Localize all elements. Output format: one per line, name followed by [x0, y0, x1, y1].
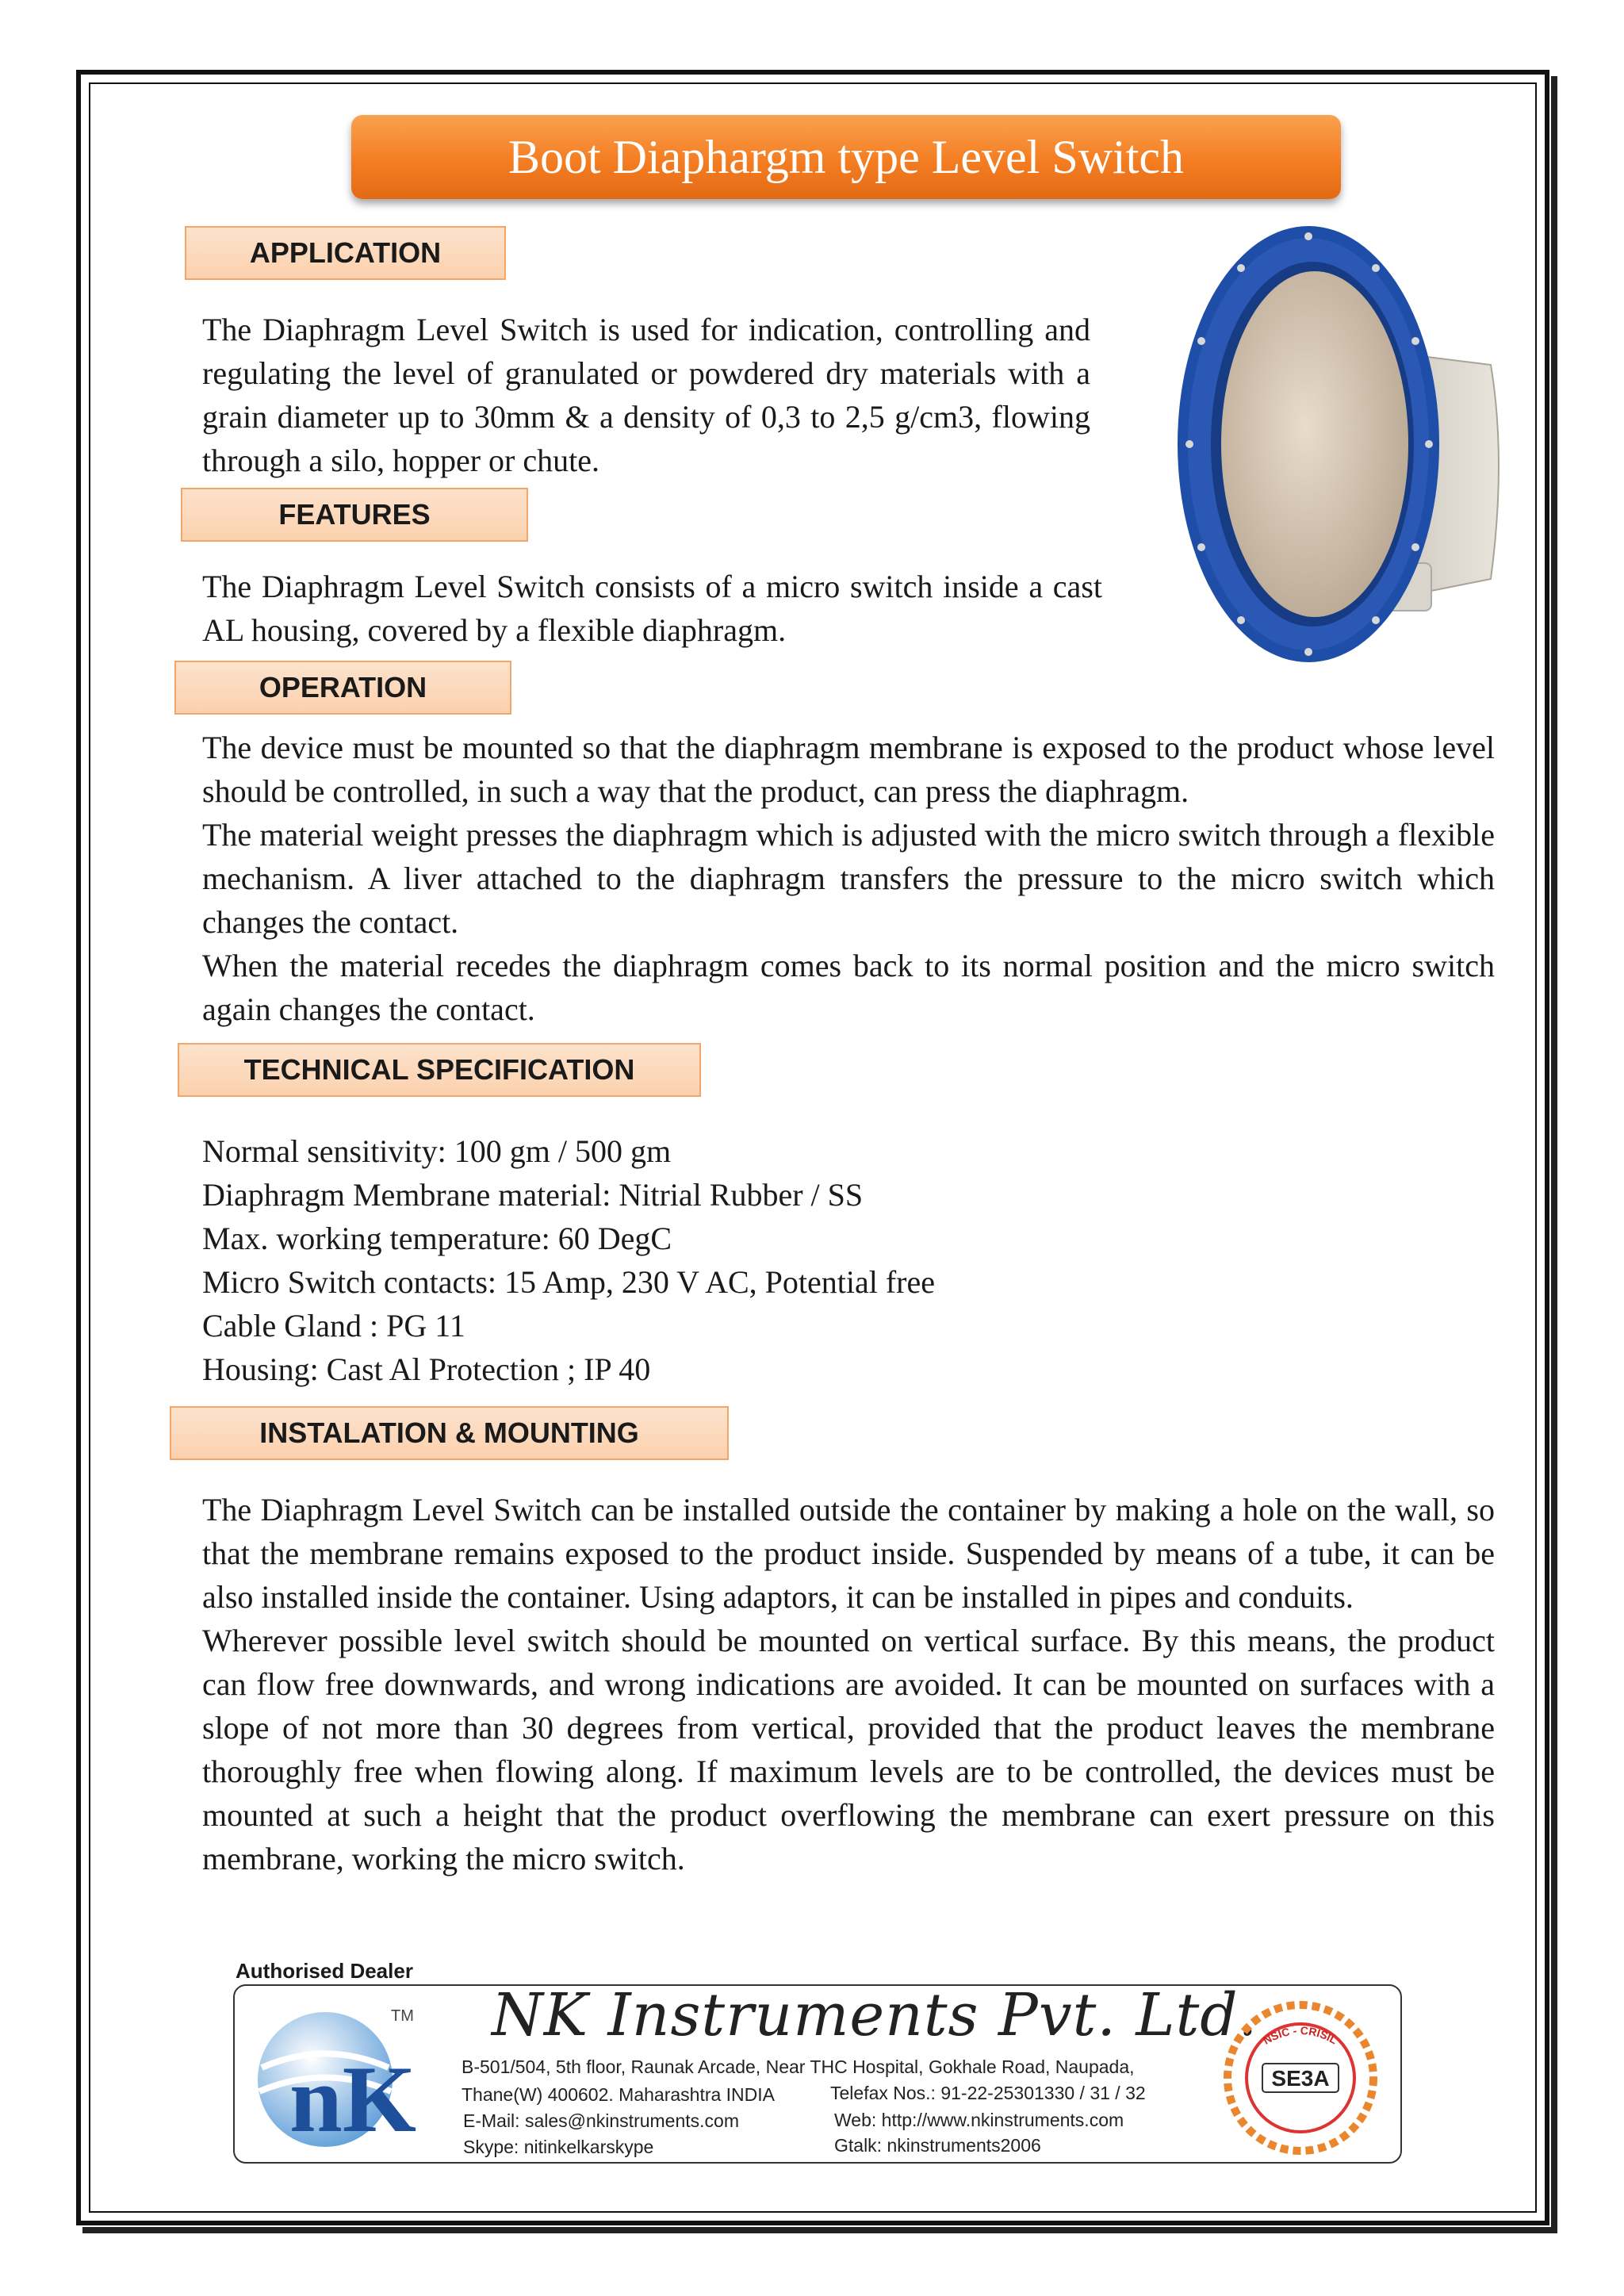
spec-item-membrane: Diaphragm Membrane material: Nitrial Rubber / SS	[202, 1177, 864, 1213]
address-line-1: B-501/504, 5th floor, Raunak Arcade, Near THC Hospital, Gokhale Road, Naupada,	[462, 2056, 1135, 2077]
spec-item-cable-gland: Cable Gland : PG 11	[202, 1308, 465, 1343]
spec-item-temperature: Max. working temperature: 60 DegC	[202, 1221, 672, 1256]
spec-item-contacts: Micro Switch contacts: 15 Amp, 230 V AC, Potential free	[202, 1264, 935, 1300]
section-label-installation: INSTALATION & MOUNTING	[170, 1406, 729, 1460]
svg-text:SE3A: SE3A	[1271, 2066, 1330, 2091]
address-line-2: Thane(W) 400602. Maharashtra INDIA	[462, 2084, 776, 2105]
spec-item-sensitivity: Normal sensitivity: 100 gm / 500 gm	[202, 1133, 672, 1169]
page-shadow-bottom	[82, 2227, 1557, 2233]
section-label-operation: OPERATION	[174, 661, 511, 715]
features-text: The Diaphragm Level Switch consists of a micro switch inside a cast AL housing, covered by a flexible diaphragm.	[202, 569, 1102, 648]
page-title: Boot Diaphargm type Level Switch	[351, 115, 1341, 199]
spec-list	[202, 1129, 935, 1391]
nsic-crisil-seal-icon	[1221, 1999, 1380, 2157]
email-text: E-Mail: sales@nkinstruments.com	[463, 2110, 739, 2131]
nk-logo-icon	[242, 1992, 424, 2151]
svg-text:nK: nK	[289, 2046, 417, 2151]
installation-text-2: Wherever possible level switch should be mounted on vertical surface. By this means, the product can flow free downwards, and wrong indications are avoided. It can be mounted on surfaces with a slope of not more than 30 degrees from vertical, provided that the product leaves the membrane thoroughly free when flowing along. If maximum levels are to be controlled, the devices must be mounted at such a height that the product overflowing the membrane can exert pressure on this membrane, working the micro switch.	[202, 1623, 1495, 1876]
svg-text:TM: TM	[391, 2007, 414, 2025]
skype-text: Skype: nitinkelkarskype	[463, 2137, 654, 2157]
telefax-text: Telefax Nos.: 91-22-25301330 / 31 / 32	[830, 2083, 1146, 2103]
page-shadow-right	[1551, 76, 1557, 2230]
section-label-technical: TECHNICAL SPECIFICATION	[178, 1043, 701, 1097]
operation-text-2: The material weight presses the diaphragm which is adjusted with the micro switch through a flexible mechanism. A liver attached to the diaphragm transfers the pressure to the micro switch which changes the contact.	[202, 817, 1495, 940]
product-photo	[1174, 206, 1515, 682]
spec-item-housing: Housing: Cast Al Protection ; IP 40	[202, 1351, 651, 1387]
company-name: NK Instruments Pvt. Ltd.	[492, 1981, 1258, 2049]
svg-text:NSIC - CRISIL: NSIC - CRISIL	[1260, 2023, 1340, 2047]
web-text: Web: http://www.nkinstruments.com	[834, 2110, 1124, 2130]
installation-text-1: The Diaphragm Level Switch can be installed outside the container by making a hole on the wall, so that the membrane remains exposed to the product inside. Suspended by means of a tube, it can be also installed inside the container. Using adaptors, it can be installed in pipes and conduits.	[202, 1492, 1495, 1615]
authorised-dealer-label: Authorised Dealer	[236, 1959, 413, 1983]
section-label-features: FEATURES	[181, 488, 528, 542]
application-text: The Diaphragm Level Switch is used for indication, controlling and regulating the level of granulated or powdered dry materials with a grain diameter up to 30mm & a density of 0,3 to 2,5 g/cm3, flowing through a silo, hopper or chute.	[202, 312, 1090, 478]
gtalk-text: Gtalk: nkinstruments2006	[834, 2135, 1041, 2156]
section-label-application: APPLICATION	[185, 226, 506, 280]
operation-text-3: When the material recedes the diaphragm comes back to its normal position and the micro switch again changes the contact.	[202, 948, 1495, 1027]
operation-text-1: The device must be mounted so that the diaphragm membrane is exposed to the product whose level should be controlled, in such a way that the product, can press the diaphragm.	[202, 730, 1495, 809]
